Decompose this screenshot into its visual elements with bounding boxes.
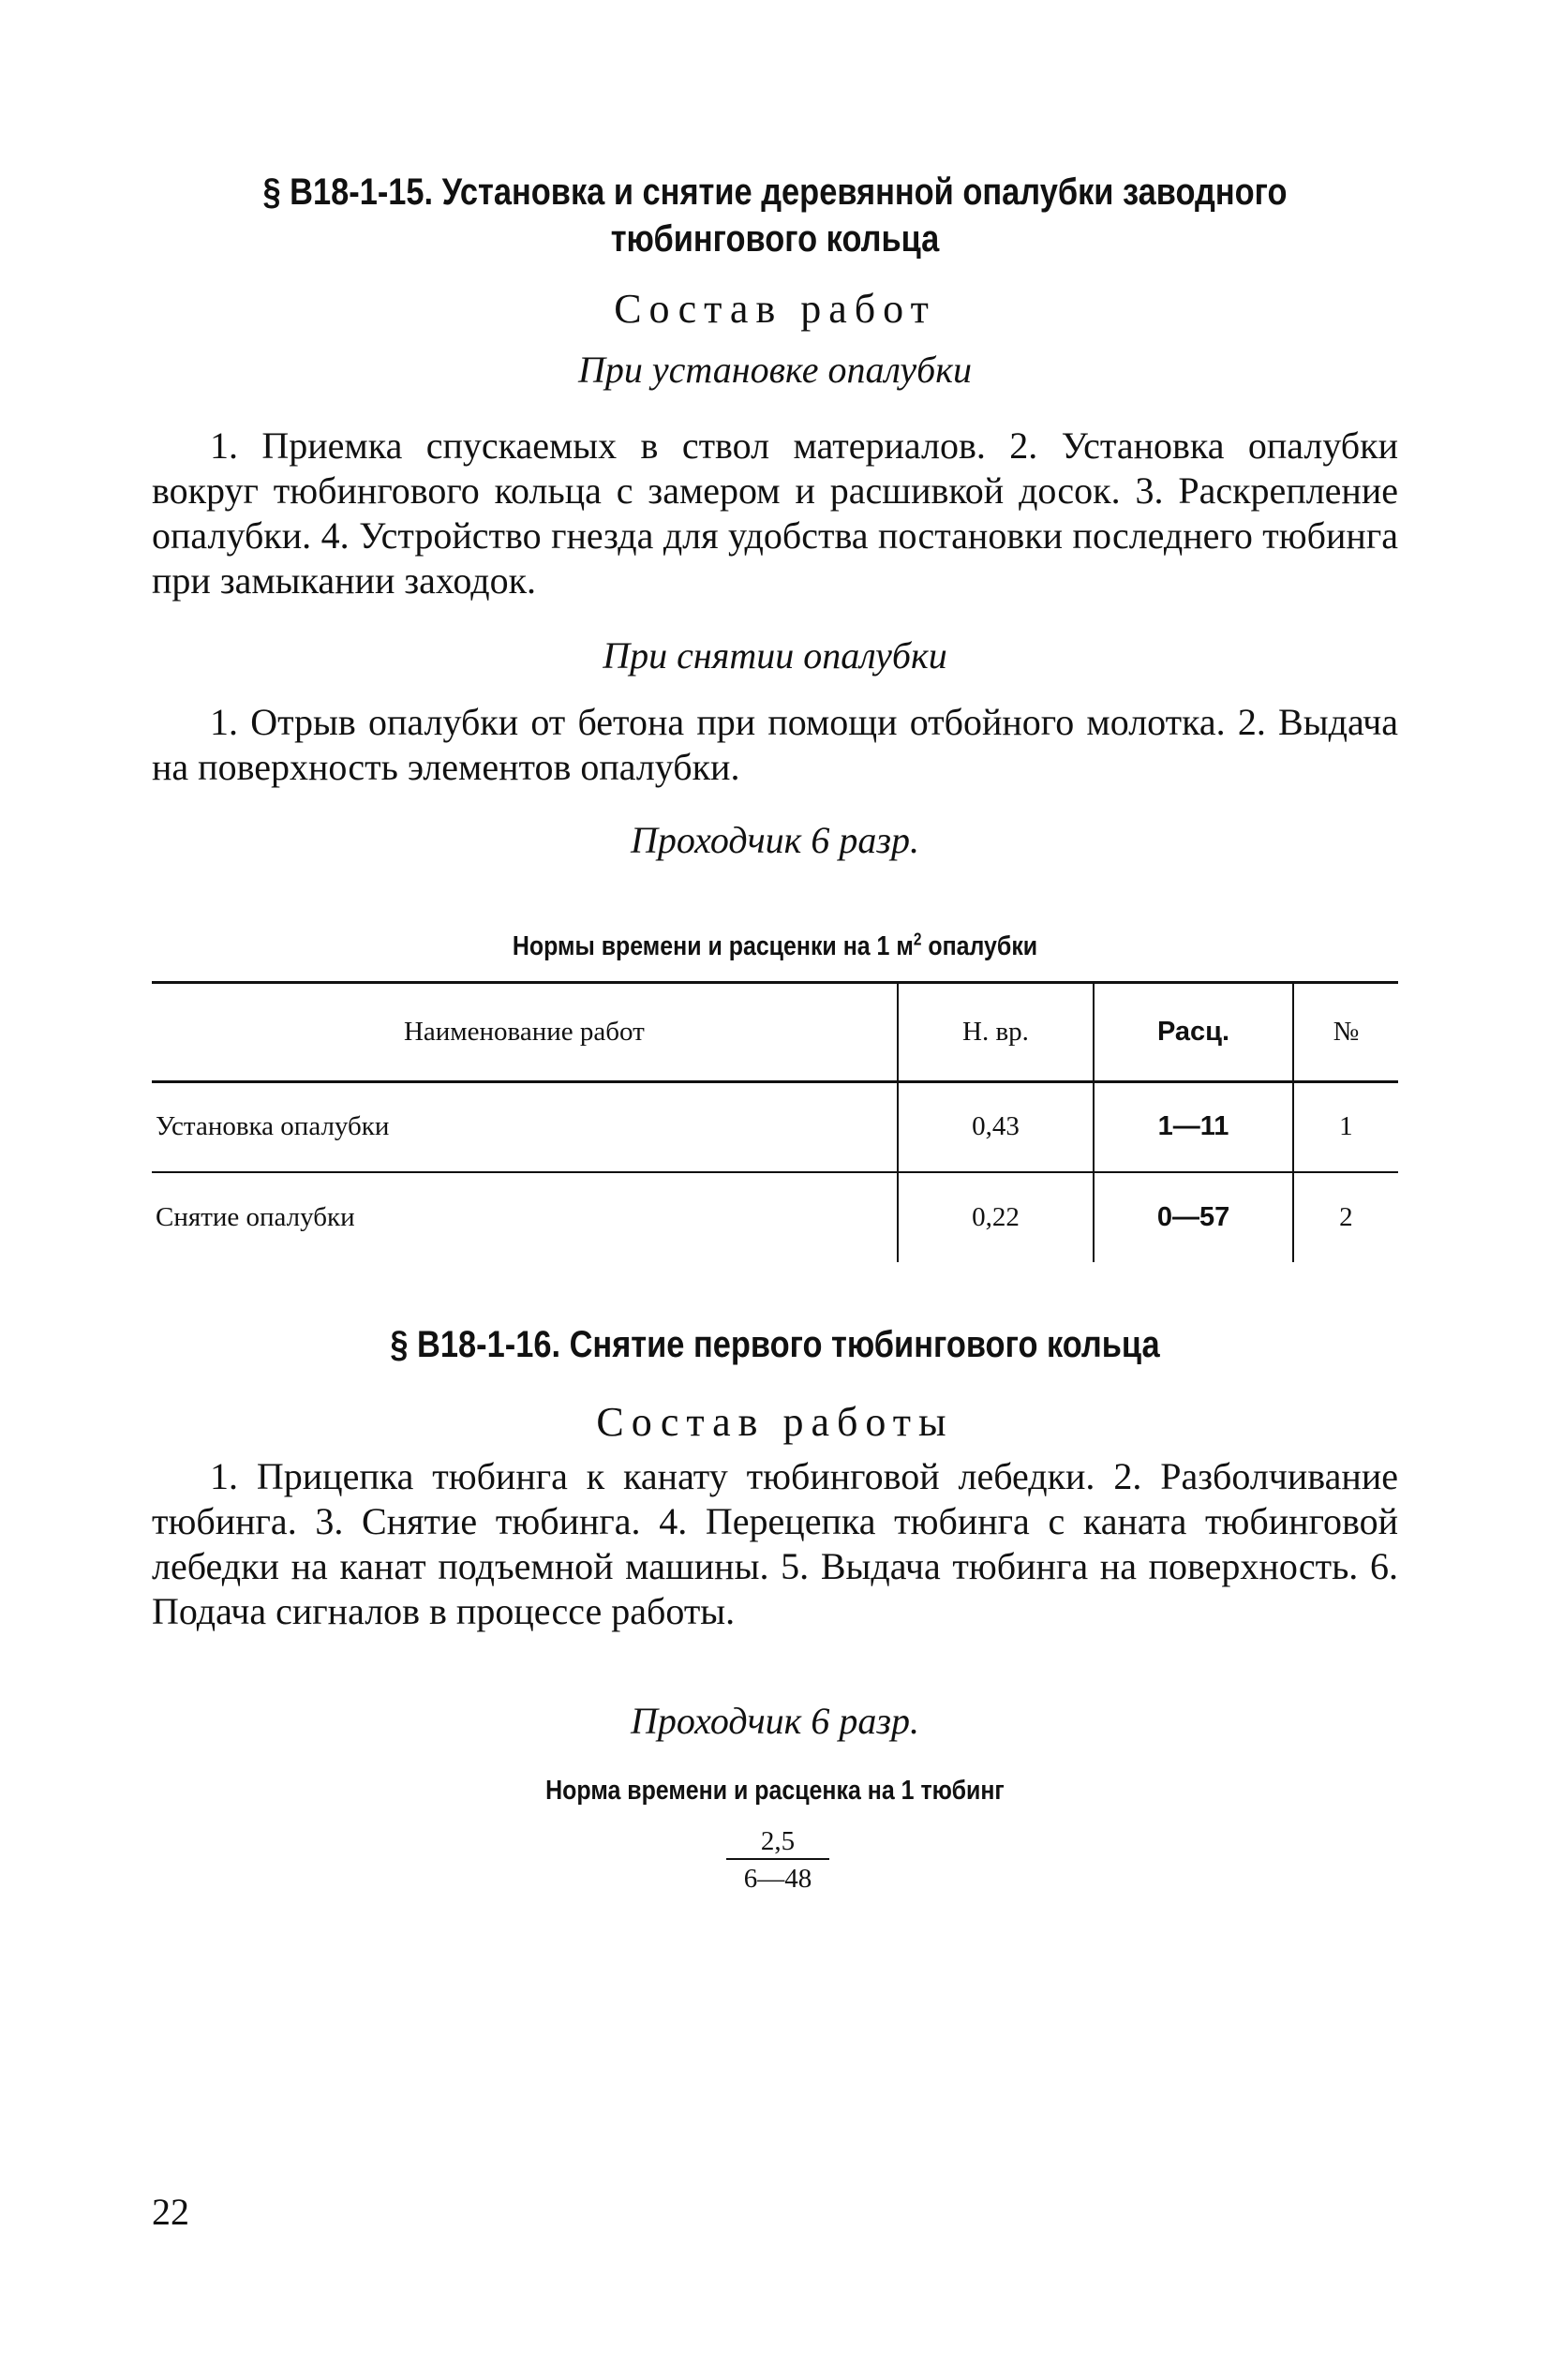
table-caption-superscript: 2 [913, 930, 922, 949]
table-caption-text: Нормы времени и расценки на 1 м [512, 931, 914, 961]
norms-table [152, 981, 1398, 1262]
install-steps-text: 1. Приемка спускаемых в ствол материалов. 2. Установка опалубки вокруг тюбингового кольца с замером и расшивкой досок. 3. Раскрепление опалубки. 4. Устройство гнезда для удобства постановки последнего тюбинга при замыкании заходок. [152, 424, 1398, 602]
section-2-norm-caption: Норма времени и расценка на 1 тюбинг [545, 1776, 1005, 1806]
cell-work-name: Установка опалубки [152, 1082, 898, 1172]
table-row [152, 1082, 1398, 1172]
section-2-composition-heading: Состав работы [596, 1399, 954, 1445]
section-1-title-line-2: тюбингового кольца [610, 218, 940, 260]
table-header-row [152, 983, 1398, 1082]
install-subheading: При установке опалубки [578, 349, 972, 391]
norm-fraction [726, 1824, 829, 1897]
section-2-title: § В18-1-16. Снятие первого тюбингового кольца [390, 1324, 1160, 1365]
section-1-table-caption [239, 930, 1311, 963]
removal-subheading: При снятии опалубки [603, 634, 947, 677]
norm-rate-value: 6—48 [743, 1864, 812, 1894]
cell-rate: 0—57 [1094, 1172, 1293, 1262]
header-time-norm: Н. вр. [898, 983, 1094, 1082]
section-2-steps-text: 1. Прицепка тюбинга к канату тюбинговой лебедки. 2. Разболчивание тюбинга. 3. Снятие тюбинга. 4. Перецепка тюбинга с каната тюбинговой лебедки на канат подъемной машины. 5. Выдача тюбинга на поверхность. 6. Подача сигналов в процессе работы. [152, 1455, 1398, 1632]
removal-steps-text: 1. Отрыв опалубки от бетона при помощи отбойного молотка. 2. Выдача на поверхность элементов опалубки. [152, 701, 1398, 788]
section-1-worker-grade: Проходчик 6 разр. [631, 819, 919, 861]
section-1-title-line-1: § В18-1-15. Установка и снятие деревянной опалубки заводного [262, 171, 1288, 213]
header-rate: Расц. [1094, 983, 1293, 1082]
table-row [152, 1172, 1398, 1262]
header-number: № [1293, 983, 1398, 1082]
cell-work-name: Снятие опалубки [156, 1201, 355, 1232]
cell-number: 1 [1293, 1082, 1398, 1172]
cell-time-norm: 0,43 [898, 1082, 1094, 1172]
cell-time-norm: 0,22 [898, 1172, 1094, 1262]
cell-number: 2 [1293, 1172, 1398, 1262]
section-1-title [152, 169, 1398, 262]
section-2-worker-grade: Проходчик 6 разр. [631, 1700, 919, 1742]
section-1-composition-heading: Состав работ [614, 286, 936, 332]
header-work-name: Наименование работ [152, 983, 898, 1082]
cell-rate: 1—11 [1094, 1082, 1293, 1172]
page-number: 22 [152, 2191, 189, 2233]
table-caption-end: опалубки [921, 931, 1038, 961]
norm-time-value: 2,5 [726, 1824, 829, 1860]
